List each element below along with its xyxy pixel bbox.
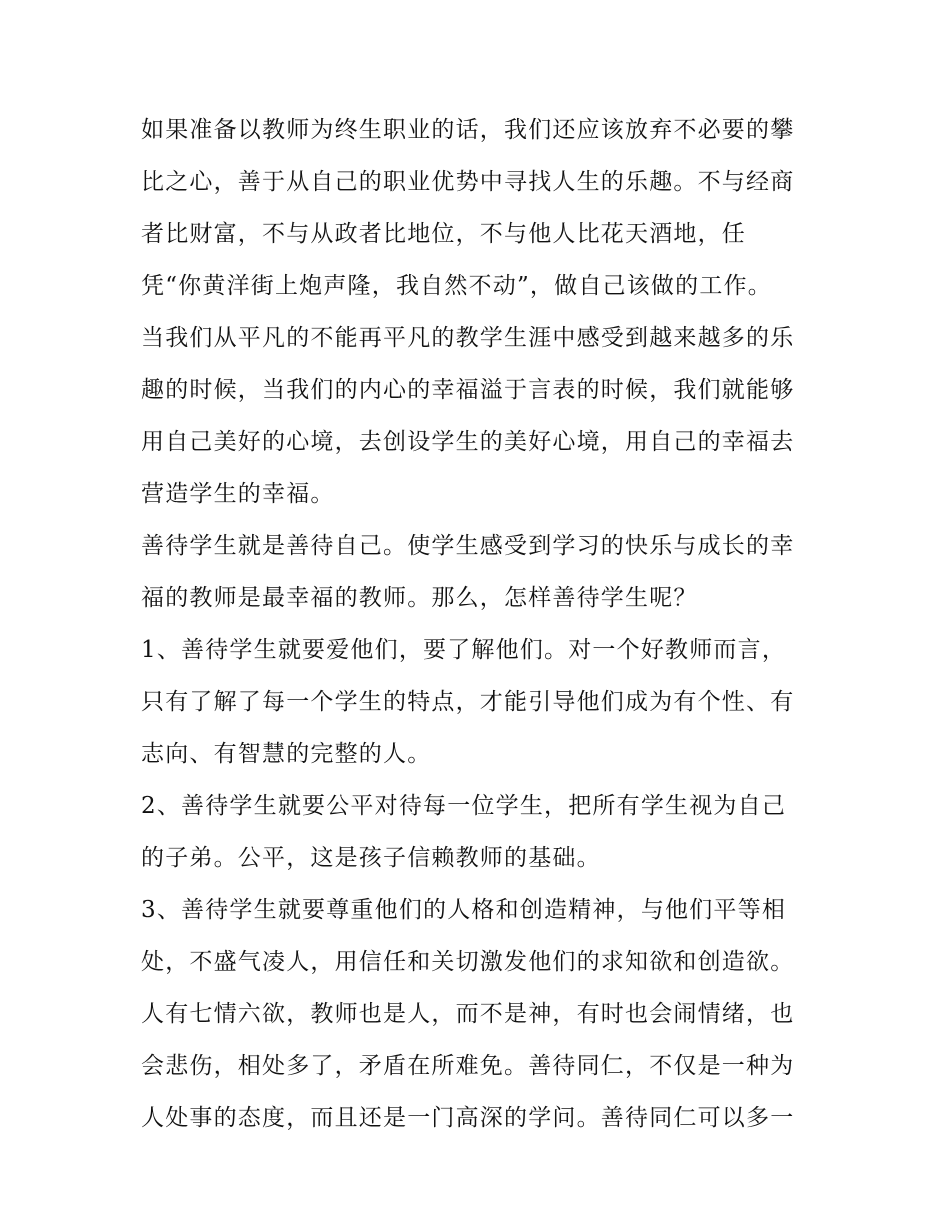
text-line: 志向、有智慧的完整的人。	[141, 741, 432, 767]
text-line: 凭“你黄洋街上炮声隆，我自然不动”，做自己该做的工作。	[141, 273, 772, 299]
text-line: 的子弟。公平，这是孩子信赖教师的基础。	[141, 845, 601, 871]
text-line: 人有七情六欲，教师也是人，而不是神，有时也会闹情绪，也	[141, 1001, 795, 1027]
text-line: 1、善待学生就要爱他们，要了解他们。对一个好教师而言，	[141, 637, 787, 663]
text-line: 2、善待学生就要公平对待每一位学生，把所有学生视为自己	[141, 793, 787, 819]
text-line: 比之心，善于从自己的职业优势中寻找人生的乐趣。不与经商	[141, 169, 795, 195]
text-line: 善待学生就是善待自己。使学生感受到学习的快乐与成长的幸	[141, 533, 795, 559]
text-line: 如果准备以教师为终生职业的话，我们还应该放弃不必要的攀	[141, 117, 795, 143]
text-line: 营造学生的幸福。	[141, 481, 335, 507]
document-body	[141, 104, 821, 1144]
text-line: 福的教师是最幸福的教师。那么，怎样善待学生呢？	[141, 585, 698, 611]
text-line: 人处事的态度，而且还是一门高深的学问。善待同仁可以多一	[141, 1105, 795, 1131]
text-line: 趣的时候，当我们的内心的幸福溢于言表的时候，我们就能够	[141, 377, 795, 403]
text-line: 会悲伤，相处多了，矛盾在所难免。善待同仁，不仅是一种为	[141, 1053, 795, 1079]
text-line: 用自己美好的心境，去创设学生的美好心境，用自己的幸福去	[141, 429, 795, 455]
text-line: 处，不盛气凌人，用信任和关切激发他们的求知欲和创造欲。	[141, 949, 795, 975]
text-line: 者比财富，不与从政者比地位，不与他人比花天酒地，任	[141, 221, 746, 247]
text-line: 只有了解了每一个学生的特点，才能引导他们成为有个性、有	[141, 689, 795, 715]
text-line: 当我们从平凡的不能再平凡的教学生涯中感受到越来越多的乐	[141, 325, 795, 351]
text-line: 3、善待学生就要尊重他们的人格和创造精神，与他们平等相	[141, 897, 787, 923]
